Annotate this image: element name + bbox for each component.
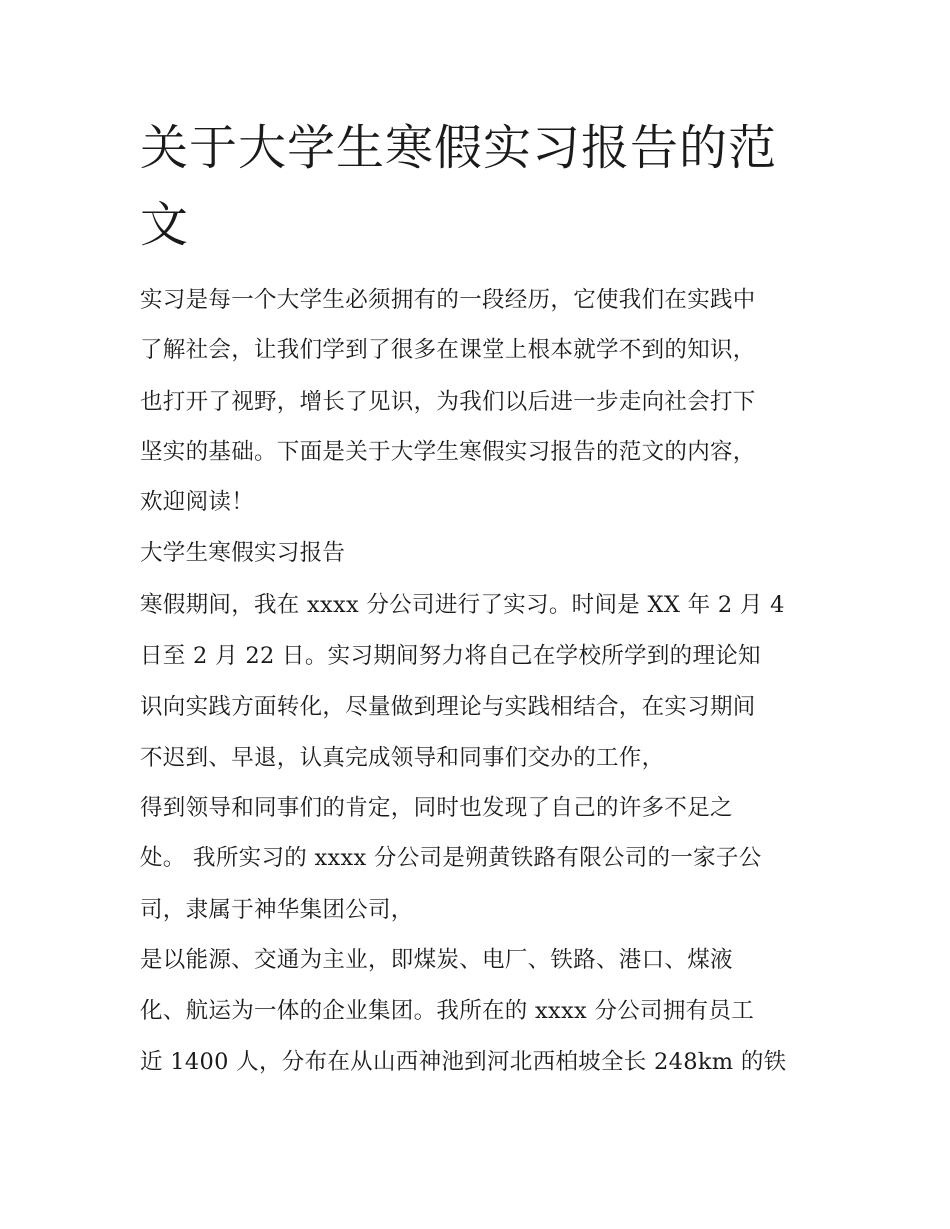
body-line: 日至 2 月 22 日。实习期间努力将自己在学校所学到的理论知: [140, 643, 761, 669]
body-line: 识向实践方面转化，尽量做到理论与实践相结合，在实习期间: [140, 694, 756, 720]
body-line: 欢迎阅读！: [140, 489, 255, 515]
title-line: 关于大学生寒假实习报告的范: [140, 120, 778, 176]
body-line: 近 1400 人，分布在从山西神池到河北西柏坡全长 248km 的铁: [140, 1049, 787, 1075]
body-line: 是以能源、交通为主业，即煤炭、电厂、铁路、港口、煤液: [140, 947, 733, 973]
body-line: 寒假期间，我在 xxxx 分公司进行了实习。时间是 XX 年 2 月 4: [140, 592, 785, 618]
section-heading: 大学生寒假实习报告: [140, 540, 346, 566]
body-line: 处。 我所实习的 xxxx 分公司是朔黄铁路有限公司的一家子公: [140, 845, 762, 871]
body-line: 也打开了视野，增长了见识，为我们以后进一步走向社会打下: [140, 389, 756, 415]
body-line: 司，隶属于神华集团公司，: [140, 897, 414, 923]
body-line: 化、航运为一体的企业集团。我所在的 xxxx 分公司拥有员工: [140, 998, 755, 1024]
body-line: 得到领导和同事们的肯定，同时也发现了自己的许多不足之: [140, 795, 733, 821]
body-line: 了解社会，让我们学到了很多在课堂上根本就学不到的知识，: [140, 337, 756, 363]
body-line: 实习是每一个大学生必须拥有的一段经历，它使我们在实践中: [140, 287, 756, 313]
body-line: 不迟到、早退，认真完成领导和同事们交办的工作，: [140, 745, 665, 771]
body-line: 坚实的基础。下面是关于大学生寒假实习报告的范文的内容，: [140, 439, 756, 465]
title-line: 文: [140, 197, 190, 253]
